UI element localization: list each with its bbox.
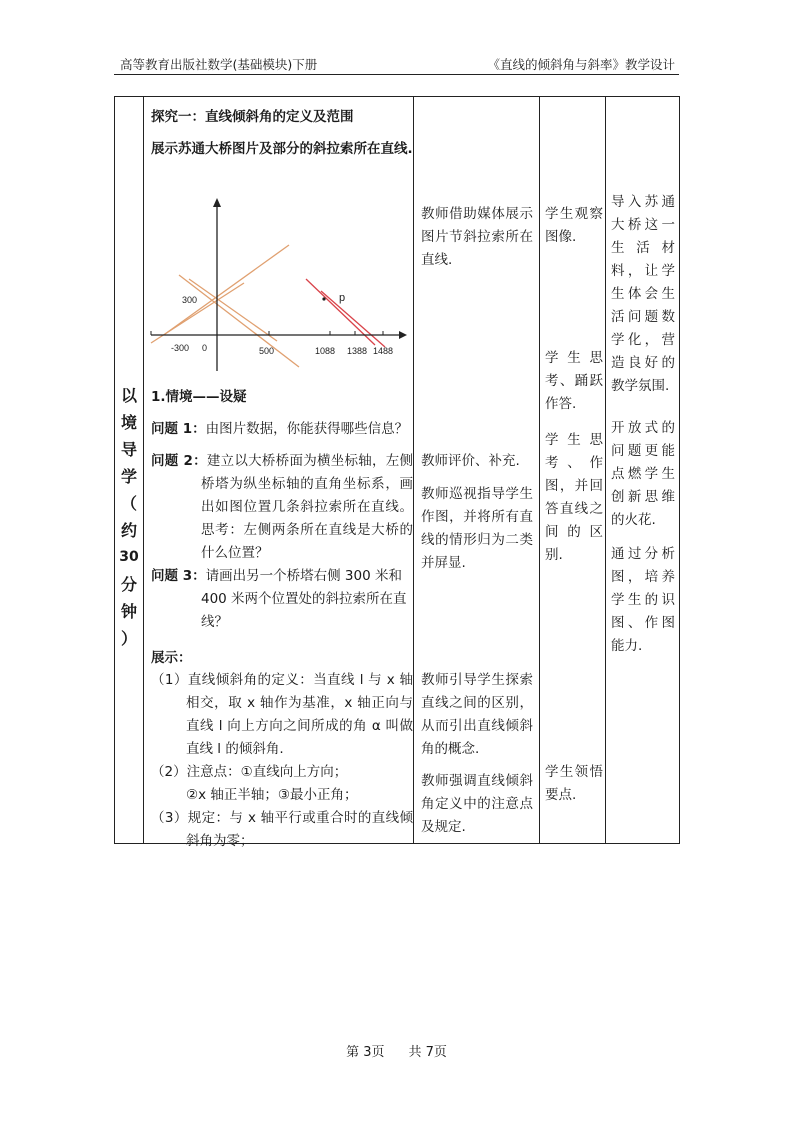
explore-title: 探究一：直线倾斜角的定义及范围 (151, 109, 354, 125)
stage-char: 导 (120, 440, 137, 459)
display-item-2 (151, 761, 413, 807)
column-divider (539, 97, 540, 843)
x-axis-arrow-icon (399, 331, 407, 339)
page-total: 共 7页 (408, 1045, 447, 1060)
item-text: 注意点：①直线向上方向； (186, 764, 348, 780)
question-text: 建立以大桥桥面为横坐标轴，左侧桥塔为纵坐标轴的直角坐标系，画出如图位置几条斜拉索所在直线。思考：左侧两条所在直线是大桥的什么位置？ (201, 453, 414, 561)
item-text: ②x 轴正半轴；③最小正角； (186, 787, 358, 803)
design-intent: 通过分析图，培养学生的识图、作图能力. (611, 546, 675, 654)
teacher-activity: 教师引导学生探索直线之间的区别，从而引出直线倾斜角的概念. (421, 672, 533, 757)
column-divider (605, 97, 606, 843)
question-label: 问题 2： (151, 453, 207, 469)
cable-line (165, 245, 289, 334)
x-tick-label: 500 (259, 346, 275, 356)
design-intent: 导入苏通大桥这一生活材料，让学生体会生活问题数学化，营造良好的教学氛围. (611, 194, 675, 394)
item-label: （1） (151, 672, 188, 688)
column-divider (143, 97, 144, 843)
item-label: （2） (151, 764, 187, 780)
question-1 (151, 418, 413, 441)
show-text: 展示苏通大桥图片及部分的斜拉索所在直线. (151, 141, 413, 157)
stage-char: 学 (120, 467, 137, 486)
stage-char: ） (120, 629, 137, 648)
x-tick-label: 1388 (347, 346, 368, 356)
header-left: 高等教育出版社数学(基础模块)下册 (120, 57, 318, 72)
item-text: 规定：与 x 轴平行或重合时的直线倾斜角为零； (186, 810, 413, 849)
page-number: 第 3页 (346, 1045, 385, 1060)
lesson-table (114, 96, 680, 849)
question-2 (151, 450, 413, 565)
question-text: 请画出另一个桥塔右侧 300 米和 400 米两个位置处的斜拉索所在直线？ (201, 568, 407, 630)
y-tick-label: 300 (182, 295, 198, 305)
item-text: 直线倾斜角的定义：当直线 l 与 x 轴相交，取 x 轴作为基准，x 轴正向与直线 l 向上方向之间所成的角 α 叫做直线 l 的倾斜角. (186, 672, 414, 757)
question-text: 由图片数据，你能获得哪些信息？ (205, 421, 409, 437)
cable-line (151, 283, 244, 343)
item-label: （3） (151, 810, 188, 826)
x-tick-label: 0 (202, 343, 208, 353)
cable-line (321, 291, 385, 347)
stage-char: 以 (120, 386, 137, 405)
student-activity: 学生思考、踊跃作答. (545, 350, 603, 412)
header-rule (114, 74, 679, 75)
stage-label (115, 382, 143, 652)
question-3 (151, 565, 413, 634)
display-title: 展示： (151, 650, 192, 666)
page-footer (0, 1041, 793, 1060)
teacher-activity: 教师评价、补充. (421, 453, 520, 469)
point-label: p (339, 292, 346, 304)
cable-line (179, 275, 299, 367)
point-p (322, 297, 325, 300)
x-tick-label: 1488 (373, 346, 394, 356)
student-activity: 学生领悟要点. (545, 764, 603, 803)
question-label: 问题 3： (151, 568, 206, 584)
student-activity: 学生思考、作图，并回答直线之间的区别. (545, 432, 603, 563)
design-intent: 开放式的问题更能点燃学生创新思维的火花. (611, 420, 675, 528)
y-axis-arrow-icon (213, 198, 221, 207)
bridge-diagram (149, 195, 411, 371)
student-activity: 学生观察图像. (545, 206, 603, 245)
column-divider (413, 97, 414, 843)
teacher-activity: 教师借助媒体展示图片节斜拉索所在直线. (421, 206, 533, 268)
x-tick-label: -300 (171, 343, 190, 353)
header-right: 《直线的倾斜角与斜率》教学设计 (487, 57, 675, 72)
stage-char: 分 (120, 575, 137, 594)
stage-char: 钟 (120, 602, 137, 621)
stage-char: 境 (120, 413, 137, 432)
stage-char: 约 (120, 521, 137, 540)
scenario-title: 1.情境——设疑 (151, 389, 247, 405)
x-tick-label: 1088 (315, 346, 336, 356)
stage-char: （ (120, 494, 137, 513)
question-label: 问题 1： (151, 421, 206, 437)
display-item-3 (151, 807, 413, 853)
teacher-activity: 教师强调直线倾斜角定义中的注意点及规定. (421, 773, 533, 835)
stage-char: 30 (119, 549, 139, 565)
display-item-1 (151, 669, 413, 761)
teacher-activity: 教师巡视指导学生作图，并将所有直线的情形归为二类并屏显. (421, 486, 533, 571)
